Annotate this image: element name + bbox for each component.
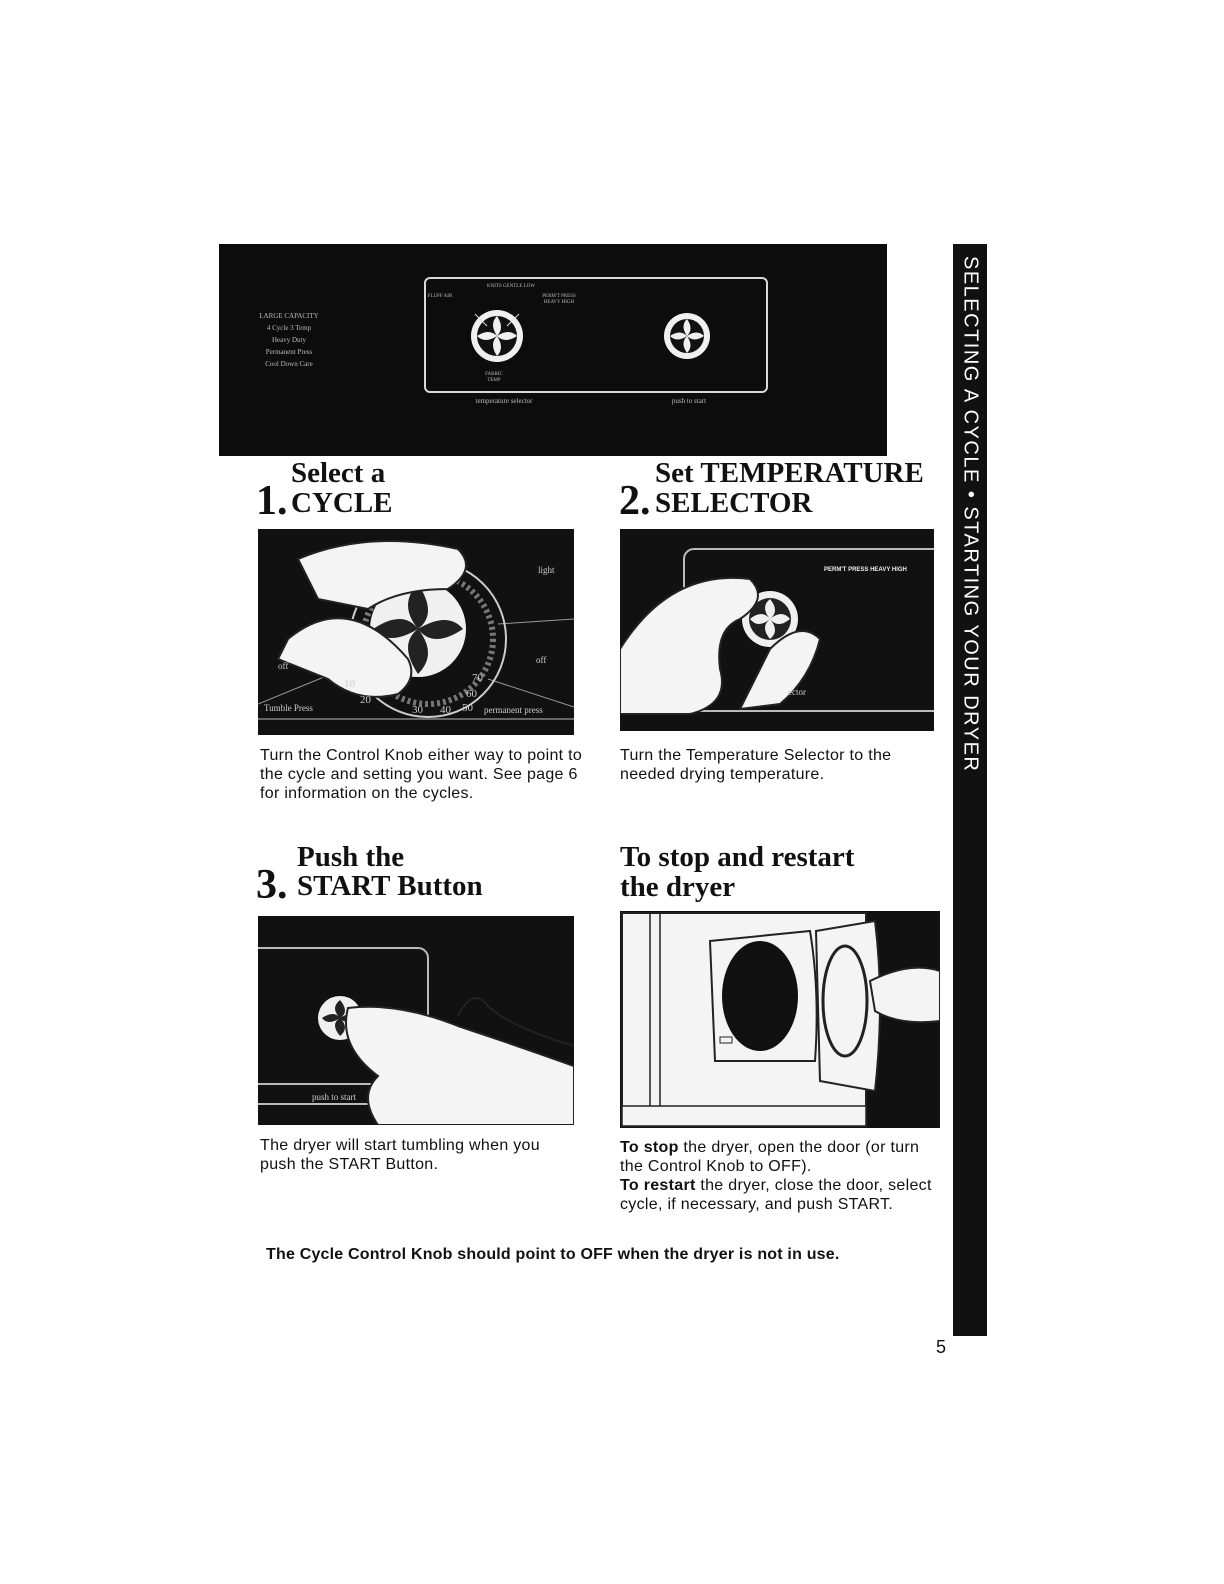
temp-label-top: KNITS GENTLE LOW [486, 284, 536, 289]
step3-number: 3. [256, 862, 288, 908]
cycle-minutes-60: 60 [466, 688, 477, 700]
page-number: 5 [936, 1337, 947, 1357]
side-tab [953, 244, 987, 1336]
cycle-minutes-20: 20 [360, 694, 371, 706]
step1-photo [258, 529, 574, 735]
step2-number: 2. [619, 478, 651, 524]
control-panel-illustration [219, 244, 887, 456]
step2-title-line2: SELECTOR [655, 487, 813, 519]
step3-instructions: The dryer will start tumbling when you push the START Button. [260, 1137, 540, 1173]
model-line: 4 Cycle 3 Temp [266, 324, 312, 332]
stop-text: the dryer, open the door (or turn the Control Knob to OFF). [620, 1139, 920, 1175]
model-line: Cool Down Care [265, 360, 313, 368]
model-line: LARGE CAPACITY [259, 312, 319, 320]
temp-label-left: FLUFF AIR [427, 294, 453, 299]
temp-selector-caption: temperature selector [475, 397, 533, 405]
model-line: Permanent Press [265, 348, 313, 356]
temp-label-bottom: FABRIC TEMP [485, 372, 503, 383]
step1-number: 1. [256, 478, 288, 524]
step1-title-line1: Select a [291, 457, 386, 489]
stop-restart-photo [620, 911, 940, 1128]
start-caption: push to start [671, 397, 707, 405]
temp-label-right: PERM'T PRESS HEAVY HIGH [542, 294, 576, 305]
model-info [239, 310, 339, 370]
restart-label: To restart [620, 1177, 696, 1194]
step1-title-line2: CYCLE [291, 487, 393, 519]
step3-photo [258, 916, 574, 1125]
step3-title-line2: START Button [297, 870, 483, 902]
step2-photo [620, 529, 934, 731]
cycle-minutes-30: 30 [412, 704, 423, 716]
cycle-label-tumble-press: Tumble Press [264, 703, 313, 713]
step1-instructions: Turn the Control Knob either way to point to the cycle and setting you want. See page 6 for information on the cycles. [260, 747, 583, 802]
selector-label-fragment: ector [788, 687, 806, 697]
cycle-minutes-50: 50 [462, 702, 473, 714]
cycle-minutes-40: 40 [440, 704, 451, 716]
temp-setting-label: PERM'T PRESS HEAVY HIGH [824, 567, 907, 573]
restart-text: the dryer, close the door, select cycle, if necessary, and push START. [620, 1177, 932, 1213]
step2-title-line1: Set TEMPERATURE [655, 457, 924, 489]
cycle-label-permanent-press: permanent press [484, 705, 543, 715]
step3-title-line1: Push the [297, 841, 405, 873]
stop-label: To stop [620, 1139, 679, 1156]
cycle-minutes-70: 70 [472, 672, 483, 684]
cycle-label-off-left: off [278, 661, 289, 671]
start-button-caption: push to start [312, 1092, 356, 1102]
footer-note: The Cycle Control Knob should point to OFF when the dryer is not in use. [266, 1246, 840, 1263]
temperature-knob-icon [467, 306, 527, 366]
stop-restart-title-line2: the dryer [620, 871, 736, 903]
model-line: Heavy Duty [271, 336, 307, 344]
start-button-icon [662, 311, 712, 361]
cycle-minutes-10: 10 [344, 678, 355, 690]
cycle-label-off-right: off [536, 655, 547, 665]
stop-restart-title-line1: To stop and restart [620, 841, 855, 873]
stop-restart-instructions [620, 1138, 940, 1214]
cycle-label-light: light [538, 565, 555, 575]
step2-instructions: Turn the Temperature Selector to the needed drying temperature. [620, 747, 892, 783]
side-tab-label: SELECTING A CYCLE • STARTING YOUR DRYER [959, 256, 982, 773]
